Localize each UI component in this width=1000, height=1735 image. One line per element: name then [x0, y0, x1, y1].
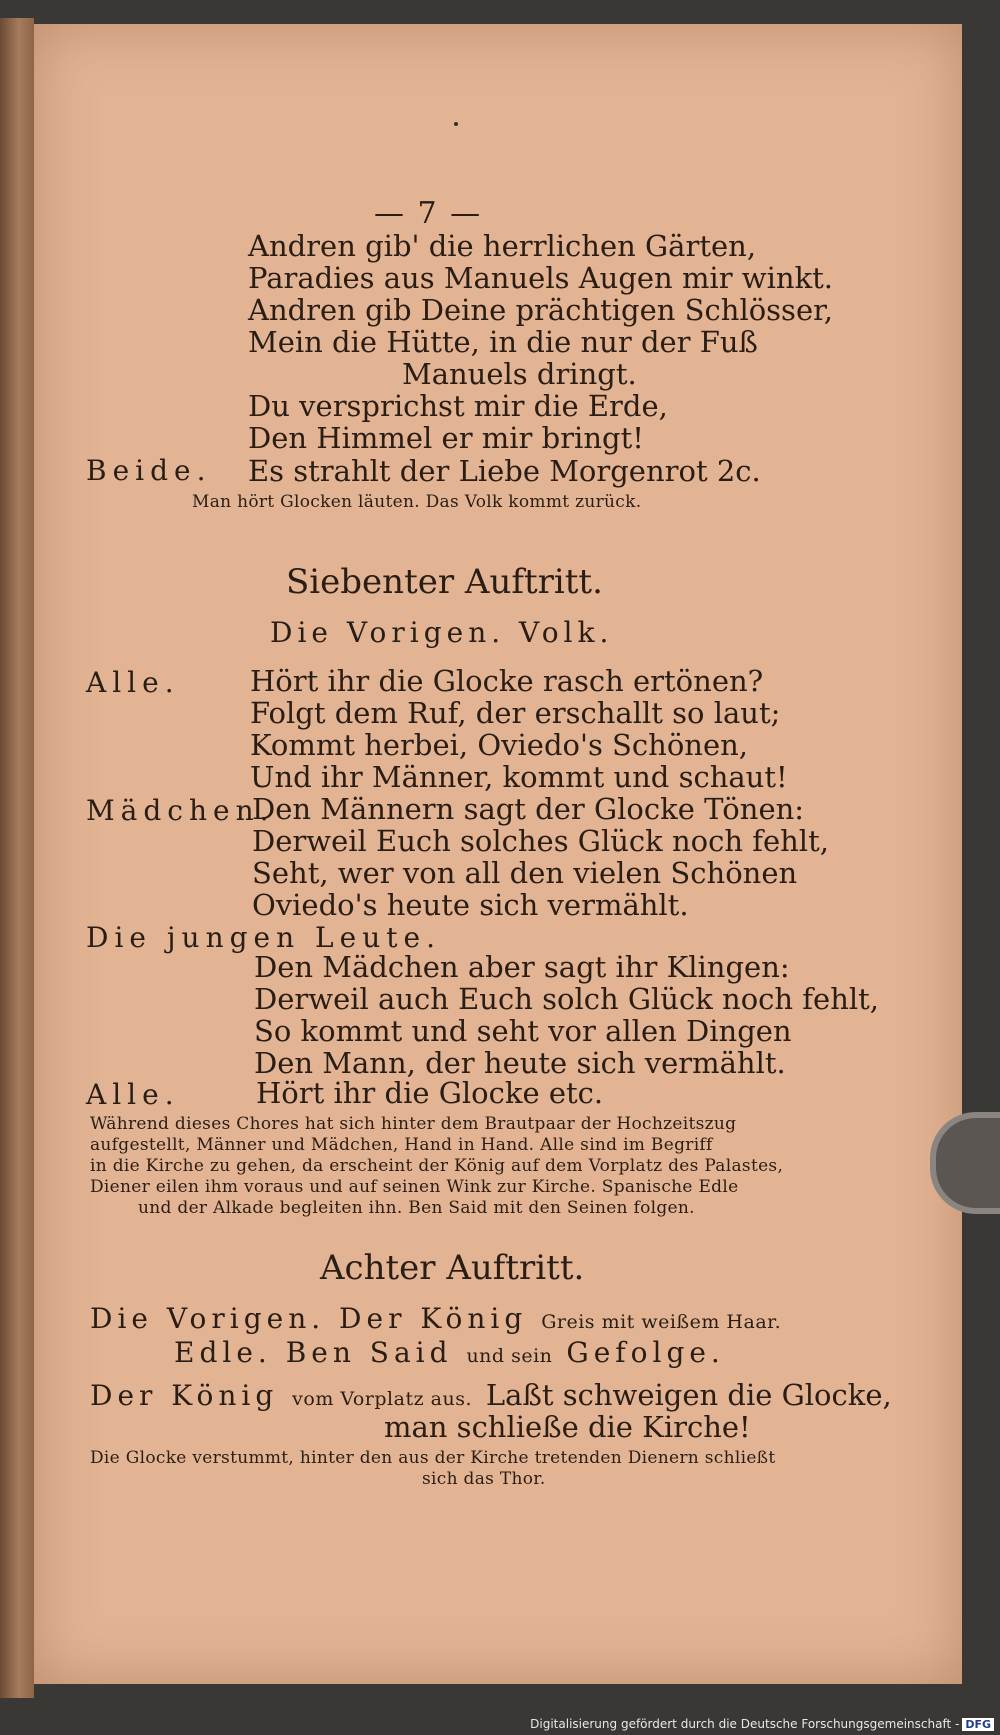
- stage-direction: Diener eilen ihm voraus und auf seinen Wink zur Kirche. Spanische Edle: [90, 1177, 739, 1197]
- verse-line: Oviedo's heute sich vermählt.: [252, 888, 689, 922]
- verse-line: Derweil Euch solches Glück noch fehlt,: [252, 824, 829, 858]
- verse-line: Und ihr Männer, kommt und schaut!: [250, 760, 788, 794]
- speaker-maedchen: Mädchen.: [86, 794, 275, 827]
- stage-direction: aufgestellt, Männer und Mädchen, Hand in Hand. Alle sind im Begriff: [90, 1135, 713, 1155]
- verse-line: Paradies aus Manuels Augen mir winkt.: [248, 261, 834, 295]
- verse-line: Den Mann, der heute sich vermählt.: [254, 1046, 786, 1080]
- verse-line: Laßt schweigen die Glocke,: [485, 1378, 892, 1412]
- speaker-koenig: Der König: [90, 1379, 279, 1412]
- scene-cast: [90, 1302, 781, 1335]
- verse-line: So kommt und seht vor allen Dingen: [254, 1014, 792, 1048]
- previous-page-edge: [0, 18, 34, 1698]
- verse-line: Den Mädchen aber sagt ihr Klingen:: [254, 950, 790, 984]
- verse-line: Derweil auch Euch solch Glück noch fehlt,: [254, 982, 880, 1016]
- verse-line: Manuels dringt.: [402, 357, 637, 391]
- cast-names: Edle. Ben Said: [174, 1336, 453, 1369]
- page-text: [34, 24, 962, 1684]
- verse-line: Seht, wer von all den vielen Schönen: [252, 856, 798, 890]
- stage-direction: Während dieses Chores hat sich hinter dem Brautpaar der Hochzeitszug: [90, 1114, 737, 1134]
- scene-cast: [174, 1336, 725, 1369]
- cast-note: und sein: [466, 1345, 553, 1367]
- speaker-alle: Alle.: [86, 666, 180, 699]
- cast-names: Gefolge.: [566, 1336, 725, 1369]
- verse-line: Mein die Hütte, in die nur der Fuß: [248, 325, 758, 359]
- stage-direction: und der Alkade begleiten ihn. Ben Said mit den Seinen folgen.: [138, 1198, 695, 1218]
- verse-line: Folgt dem Ruf, der erschallt so laut;: [250, 696, 781, 730]
- scene-heading: Achter Auftritt.: [320, 1248, 585, 1288]
- speaker-beide: Beide.: [86, 454, 212, 487]
- page-number: — 7 —: [374, 196, 483, 231]
- cast-note: Greis mit weißem Haar.: [541, 1311, 782, 1333]
- stage-direction: sich das Thor.: [422, 1469, 546, 1489]
- verse-line: Hört ihr die Glocke rasch ertönen?: [250, 664, 764, 698]
- speaker-koenig-line: [90, 1378, 892, 1412]
- scene-heading: Siebenter Auftritt.: [286, 562, 603, 602]
- verse-line: Kommt herbei, Oviedo's Schönen,: [250, 728, 749, 762]
- verse-line: Andren gib Deine prächtigen Schlösser,: [248, 293, 833, 327]
- stage-direction-inline: vom Vorplatz aus.: [292, 1388, 472, 1410]
- speaker-junge-leute: Die jungen Leute.: [86, 921, 441, 954]
- scene-cast: Die Vorigen. Volk.: [270, 616, 614, 649]
- cast-names: Die Vorigen. Der König: [90, 1302, 528, 1335]
- stage-direction: in die Kirche zu gehen, da erscheint der König auf dem Vorplatz des Palastes,: [90, 1156, 784, 1176]
- digitization-credit: [530, 1717, 994, 1731]
- book-page: [34, 24, 962, 1684]
- verse-line: Hört ihr die Glocke etc.: [256, 1076, 604, 1110]
- verse-line: Den Männern sagt der Glocke Tönen:: [252, 792, 805, 826]
- speaker-alle: Alle.: [86, 1078, 180, 1111]
- dfg-logo: DFG: [962, 1718, 994, 1731]
- verse-line: Du versprichst mir die Erde,: [248, 389, 668, 423]
- stage-direction: Die Glocke verstummt, hinter den aus der Kirche tretenden Dienern schließt: [90, 1448, 776, 1468]
- stage-direction: Man hört Glocken läuten. Das Volk kommt zurück.: [192, 492, 642, 512]
- verse-line: Es strahlt der Liebe Morgenrot 2c.: [248, 454, 761, 488]
- credit-text: Digitalisierung gefördert durch die Deutsche Forschungsgemeinschaft -: [530, 1717, 960, 1731]
- verse-line: Den Himmel er mir bringt!: [248, 421, 644, 455]
- verse-line: man schließe die Kirche!: [384, 1410, 751, 1444]
- verse-line: Andren gib' die herrlichen Gärten,: [248, 229, 757, 263]
